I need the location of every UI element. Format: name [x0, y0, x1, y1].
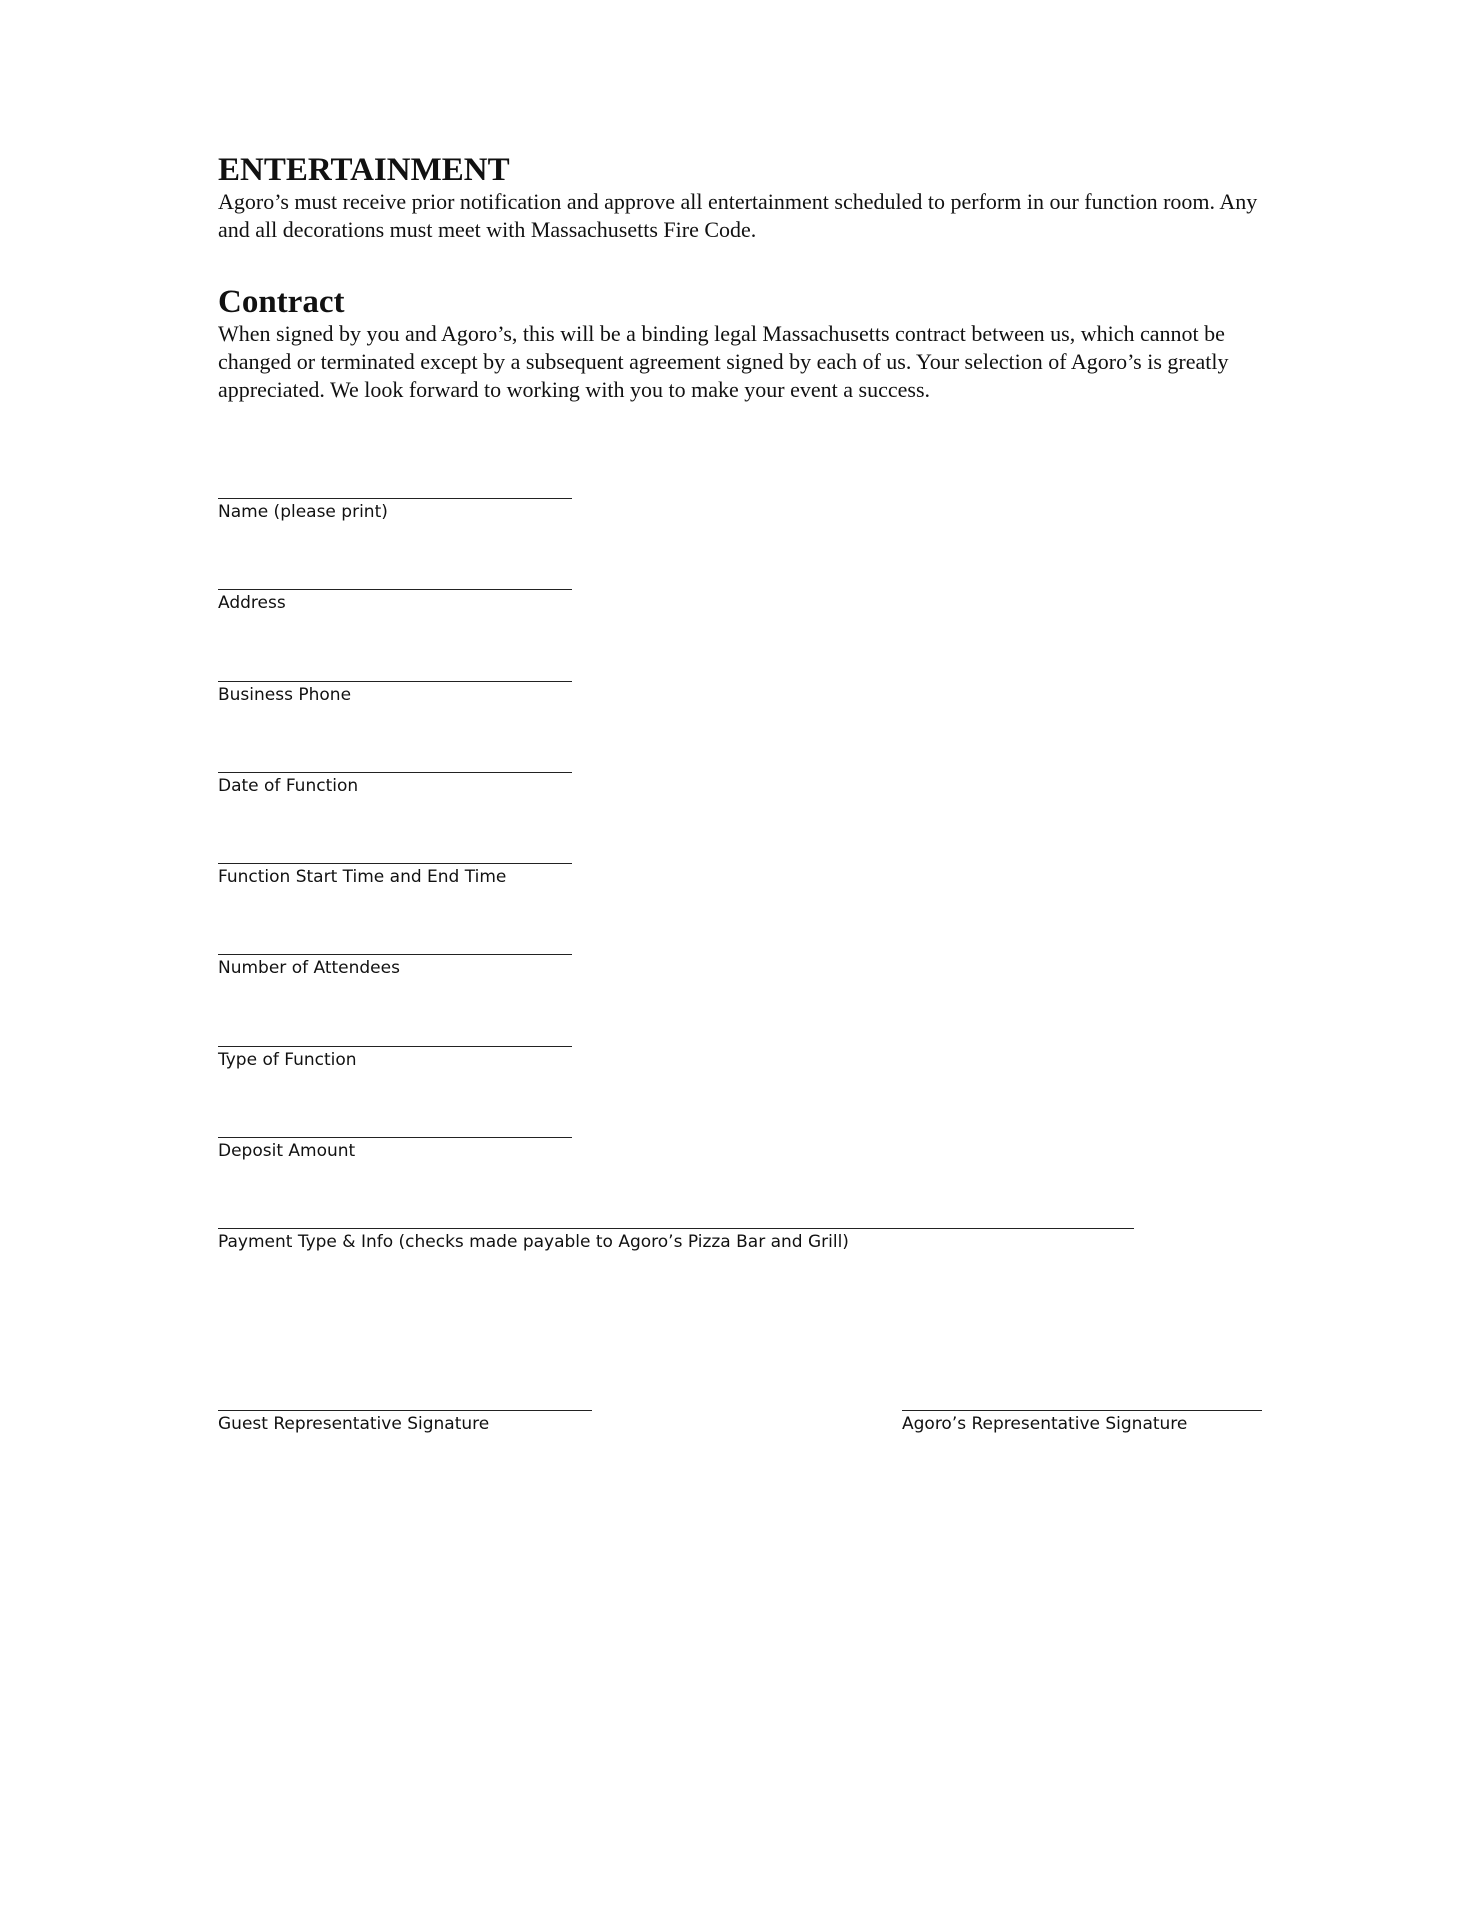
- entertainment-section: [218, 152, 1268, 244]
- payment-type-label: Payment Type & Info (checks made payable to Agoro’s Pizza Bar and Grill): [218, 1232, 849, 1252]
- type-of-function-blank-line[interactable]: [218, 1046, 572, 1047]
- address-label: Address: [218, 593, 286, 613]
- date-of-function-blank-line[interactable]: [218, 772, 572, 773]
- address-field[interactable]: [218, 589, 572, 614]
- payment-type-blank-line[interactable]: [218, 1228, 1134, 1229]
- guest-signature-field[interactable]: [218, 1410, 592, 1435]
- entertainment-body: Agoro’s must receive prior notification and approve all entertainment scheduled to perform in our function room. Any and all decorations must meet with Massachusetts Fire Code.: [218, 189, 1258, 242]
- date-of-function-label: Date of Function: [218, 776, 359, 796]
- entertainment-heading: ENTERTAINMENT: [218, 152, 510, 188]
- address-blank-line[interactable]: [218, 589, 572, 590]
- payment-type-field[interactable]: [218, 1228, 1134, 1253]
- deposit-amount-blank-line[interactable]: [218, 1137, 572, 1138]
- deposit-amount-field[interactable]: [218, 1137, 572, 1162]
- start-end-time-field[interactable]: [218, 863, 572, 888]
- name-label: Name (please print): [218, 502, 388, 522]
- guest-signature-blank-line[interactable]: [218, 1410, 592, 1411]
- agoro-signature-label: Agoro’s Representative Signature: [902, 1414, 1188, 1434]
- deposit-amount-label: Deposit Amount: [218, 1141, 356, 1161]
- start-end-time-blank-line[interactable]: [218, 863, 572, 864]
- business-phone-field[interactable]: [218, 681, 572, 706]
- type-of-function-label: Type of Function: [218, 1050, 357, 1070]
- contract-heading: Contract: [218, 284, 345, 320]
- attendees-label: Number of Attendees: [218, 958, 400, 978]
- agoro-signature-field[interactable]: [902, 1410, 1262, 1435]
- attendees-field[interactable]: [218, 954, 572, 979]
- business-phone-blank-line[interactable]: [218, 681, 572, 682]
- name-blank-line[interactable]: [218, 498, 572, 499]
- guest-signature-label: Guest Representative Signature: [218, 1414, 490, 1434]
- contract-section: [218, 284, 1268, 404]
- date-of-function-field[interactable]: [218, 772, 572, 797]
- contract-body: When signed by you and Agoro’s, this will be a binding legal Massachusetts contract between us, which cannot be changed or terminated except by a subsequent agreement signed by each of us. Your selection of Agoro’s is greatly appreciated. We look forward to working with you to make your event a success.: [218, 321, 1229, 402]
- start-end-time-label: Function Start Time and End Time: [218, 867, 507, 887]
- agoro-signature-blank-line[interactable]: [902, 1410, 1262, 1411]
- business-phone-label: Business Phone: [218, 685, 352, 705]
- type-of-function-field[interactable]: [218, 1046, 572, 1071]
- name-field[interactable]: [218, 498, 572, 523]
- attendees-blank-line[interactable]: [218, 954, 572, 955]
